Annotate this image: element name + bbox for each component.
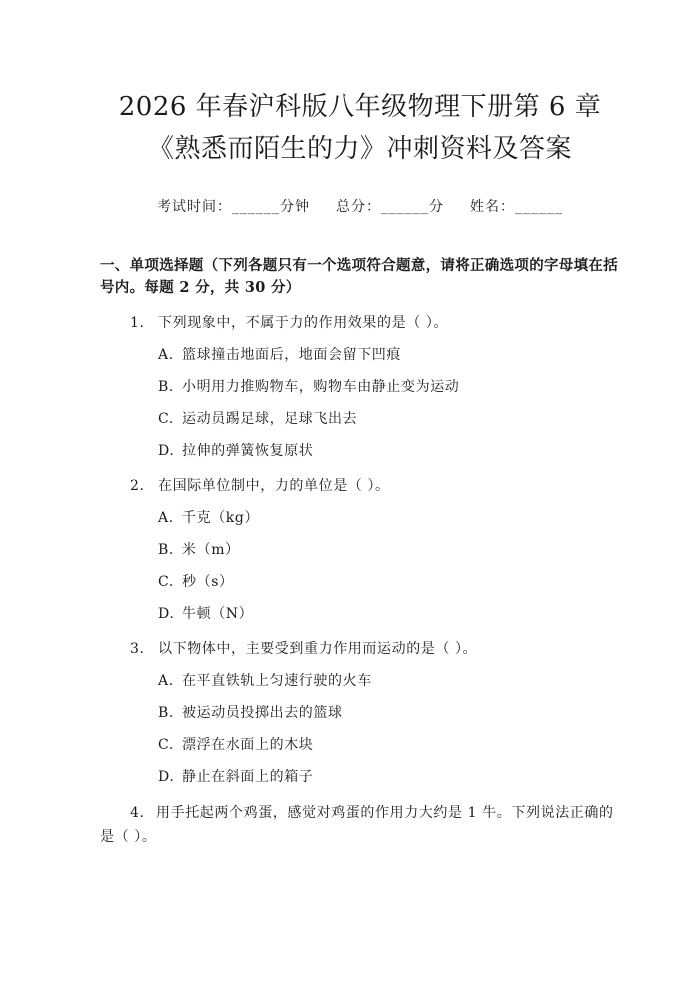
question-1 — [100, 312, 620, 334]
question-number: 3. — [130, 641, 145, 657]
option-1c — [100, 408, 620, 430]
option-letter: B. — [158, 379, 174, 395]
option-letter: D. — [158, 443, 175, 459]
option-text: 牛顿（N） — [182, 606, 254, 622]
student-name-label: 姓名：______ — [470, 199, 563, 215]
option-text: 漂浮在水面上的木块 — [182, 737, 314, 753]
option-letter: C. — [158, 411, 174, 427]
question-4 — [100, 801, 620, 849]
option-letter: A. — [158, 673, 174, 689]
question-text: 下列现象中，不属于力的作用效果的是（ ）。 — [158, 315, 449, 331]
option-1b — [100, 376, 620, 398]
option-2c — [100, 571, 620, 593]
option-text: 被运动员投掷出去的篮球 — [182, 705, 343, 721]
option-2b — [100, 539, 620, 561]
question-text: 在国际单位制中，力的单位是（ ）。 — [158, 478, 390, 494]
option-text: 千克（kg） — [182, 510, 260, 526]
option-letter: A. — [158, 510, 174, 526]
option-1a — [100, 344, 620, 366]
option-text: 篮球撞击地面后，地面会留下凹痕 — [182, 347, 401, 363]
option-3a — [100, 670, 620, 692]
question-number: 1. — [130, 315, 145, 331]
option-letter: D. — [158, 769, 175, 785]
option-3b — [100, 702, 620, 724]
section-heading: 一、单项选择题（下列各题只有一个选项符合题意，请将正确选项的字母填在括号内。每题 2 分，共 30 分） — [100, 257, 618, 296]
question-2 — [100, 475, 620, 497]
option-2a — [100, 507, 620, 529]
option-letter: D. — [158, 606, 175, 622]
total-score-label: 总分：______分 — [336, 199, 444, 215]
option-letter: C. — [158, 737, 174, 753]
exam-time-label: 考试时间：______分钟 — [157, 199, 310, 215]
option-text: 在平直铁轨上匀速行驶的火车 — [182, 673, 372, 689]
option-text: 静止在斜面上的箱子 — [182, 769, 314, 785]
document-page — [0, 86, 700, 991]
option-3c — [100, 734, 620, 756]
option-text: 小明用力推购物车，购物车由静止变为运动 — [182, 379, 460, 395]
document-title: 2026 年春沪科版八年级物理下册第 6 章《熟悉而陌生的力》冲刺资料及答案 — [118, 92, 602, 164]
option-text: 秒（s） — [182, 574, 234, 590]
option-letter: C. — [158, 574, 174, 590]
question-number: 4. — [130, 805, 145, 821]
option-1d — [100, 440, 620, 462]
option-letter: A. — [158, 347, 174, 363]
option-text: 米（m） — [182, 542, 240, 558]
question-number: 2. — [130, 478, 145, 494]
option-text: 拉伸的弹簧恢复原状 — [182, 443, 314, 459]
option-3d — [100, 766, 620, 788]
question-3 — [100, 638, 620, 660]
question-text: 以下物体中，主要受到重力作用而运动的是（ ）。 — [158, 641, 478, 657]
question-text: 用手托起两个鸡蛋，感觉对鸡蛋的作用力大约是 1 牛。下列说法正确的是（ ）。 — [100, 805, 614, 845]
option-letter: B. — [158, 705, 174, 721]
option-text: 运动员踢足球，足球飞出去 — [182, 411, 358, 427]
option-letter: B. — [158, 542, 174, 558]
exam-meta — [100, 197, 620, 217]
option-2d — [100, 603, 620, 625]
